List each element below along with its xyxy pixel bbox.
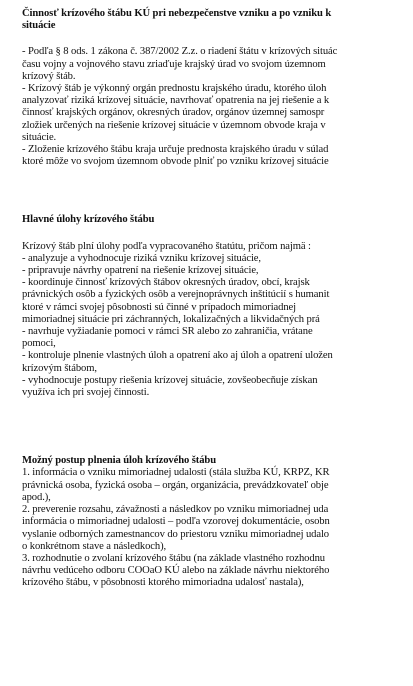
list-item-cont: o konkrétnom stave a následkoch),	[22, 540, 167, 552]
list-item: 2. preverenie rozsahu, závažnosti a následkov po vzniku mimoriadnej uda	[22, 504, 329, 516]
section-title-cont: situácie	[22, 20, 56, 32]
section-procedure	[22, 455, 413, 589]
text-line: činnosť krajských orgánov, okresných úradov, orgánov územnej samospr	[22, 107, 325, 119]
text-line: situácie.	[22, 131, 57, 143]
text-line: - Krízový štáb je výkonný orgán prednostu krajského úradu, ktorého úloh	[22, 83, 327, 95]
intro-line: Krízový štáb plní úlohy podľa vypracovaného štatútu, pričom najmä :	[22, 240, 311, 252]
document-content	[22, 8, 413, 590]
list-item-cont: návrhu vedúceho odboru COOaO KÚ alebo na základe návrhu niektorého	[22, 565, 330, 577]
list-item: - kontroluje plnenie vlastných úloh a opatrení ako aj úloh a opatrení uložen	[22, 350, 333, 362]
list-item-cont: právnická osoba, fyzická osoba – orgán, organizácia, prevádzkovateľ obje	[22, 479, 329, 491]
text-line: - Podľa § 8 ods. 1 zákona č. 387/2002 Z.z. o riadení štátu v krízových situác	[22, 46, 338, 58]
list-item-cont: informácia o mimoriadnej udalosti – podľa vzorovej dokumentácie, osobn	[22, 516, 330, 528]
list-item-cont: mimoriadnej situácie pri záchranných, lokalizačných a likvidačných prá	[22, 313, 320, 325]
text-line: zložiek určených na riešenie krízovej situácie v územnom obvode kraja v	[22, 119, 326, 131]
list-item: - koordinuje činnosť krízových štábov okresných úradov, obcí, krajsk	[22, 277, 310, 289]
text-line: času vojny a vojnového stavu zriaďuje krajský úrad vo svojom územnom	[22, 58, 326, 70]
list-item: - navrhuje vyžiadanie pomoci v rámci SR alebo zo zahraničia, vrátane	[22, 326, 313, 338]
list-item-cont: apod.),	[22, 491, 51, 503]
list-item-cont: právnických osôb a fyzických osôb a verejnoprávnych inštitúcií s humanit	[22, 289, 330, 301]
list-item-cont: ktoré v rámci svojej pôsobnosti sú činné v prípadoch mimoriadnej	[22, 301, 296, 313]
section-heading: Možný postup plnenia úloh krízového štábu	[22, 455, 216, 467]
list-item-cont: krízovým štábom,	[22, 362, 97, 374]
section-title: Činnosť krízového štábu KÚ pri nebezpečenstve vzniku a po vzniku k	[22, 8, 332, 19]
list-item: - pripravuje návrhy opatrení na riešenie krízovej situácie,	[22, 265, 259, 277]
list-item-cont: pomoci,	[22, 338, 56, 350]
list-item: 3. rozhodnutie o zvolaní krízového štábu (na základe vlastného rozhodnu	[22, 552, 325, 564]
section-activity	[22, 8, 413, 168]
section-main-tasks	[22, 214, 413, 399]
list-item: - analyzuje a vyhodnocuje riziká vzniku krízovej situácie,	[22, 252, 261, 264]
list-item-cont: krízového štábu, v pôsobnosti ktorého mimoriadna udalosť nastala),	[22, 577, 304, 589]
section-heading: Hlavné úlohy krízového štábu	[22, 214, 155, 226]
list-item: - vyhodnocuje postupy riešenia krízovej situácie, zovšeobecňuje získan	[22, 374, 318, 386]
list-item: 1. informácia o vzniku mimoriadnej udalosti (stála služba KÚ, KRPZ, KR	[22, 467, 330, 479]
list-item-cont: využíva ich pri svojej činnosti.	[22, 387, 150, 399]
text-line: - Zloženie krízového štábu kraja určuje prednosta krajského úradu v súlad	[22, 144, 329, 156]
text-line: krízový štáb.	[22, 70, 76, 82]
text-line: ktoré môže vo svojom územnom obvode plniť po vzniku krízovej situácie	[22, 156, 329, 168]
text-line: analyzovať riziká krízovej situácie, navrhovať opatrenia na jej riešenie a k	[22, 95, 330, 107]
list-item-cont: vyslanie odborných zamestnancov do priestoru vzniku mimoriadnej udalo	[22, 528, 330, 540]
